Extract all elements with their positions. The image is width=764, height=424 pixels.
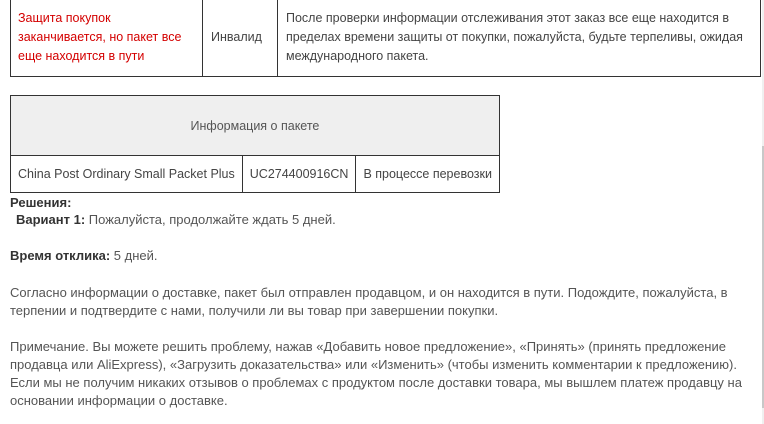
dispute-result-cell: Инвалид — [203, 0, 278, 77]
carrier-cell: China Post Ordinary Small Packet Plus — [11, 156, 243, 193]
table-header-row — [11, 96, 500, 156]
solution-variant — [10, 211, 764, 229]
tracking-number-cell: UC274400916CN — [242, 156, 356, 193]
table-row — [11, 156, 500, 193]
variant-label: Вариант 1: — [16, 212, 86, 227]
response-time — [10, 247, 762, 265]
table-row — [11, 0, 761, 77]
note-paragraph: Примечание. Вы можете решить проблему, нажав «Добавить новое предложение», «Принять» (принять предложение продавца или AliExpress), «Загрузить доказательства» или «Изменить» (чтобы изменить комментарии к предложению). Если мы не получим никаких отзывов о проблемах с продуктом после доставки товара, мы вышлем платеж продавцу на основании информации о доставке. — [10, 339, 742, 408]
variant-text: Пожалуйста, продолжайте ждать 5 дней. — [85, 212, 336, 227]
response-time-value: 5 дней. — [110, 248, 158, 263]
package-info-header: Информация о пакете — [11, 96, 500, 156]
package-info-table — [10, 95, 500, 193]
dispute-status-cell: Защита покупок заканчивается, но пакет все еще находится в пути — [11, 0, 203, 77]
delivery-paragraph: Согласно информации о доставке, пакет был отправлен продавцом, и он находится в пути. Подождите, пожалуйста, в терпении и подтвердите с нами, получили ли вы товар при завершении покупки. — [10, 285, 728, 318]
dispute-description-cell: После проверки информации отслеживания этот заказ все еще находится в пределах времени защиты от покупки, пожалуйста, будьте терпеливы, ожидая международного пакета. — [278, 0, 761, 77]
dispute-table — [10, 0, 761, 77]
response-time-label: Время отклика: — [10, 248, 111, 263]
solutions-heading: Решения: — [10, 195, 72, 210]
package-status-cell: В процессе перевозки — [356, 156, 500, 193]
